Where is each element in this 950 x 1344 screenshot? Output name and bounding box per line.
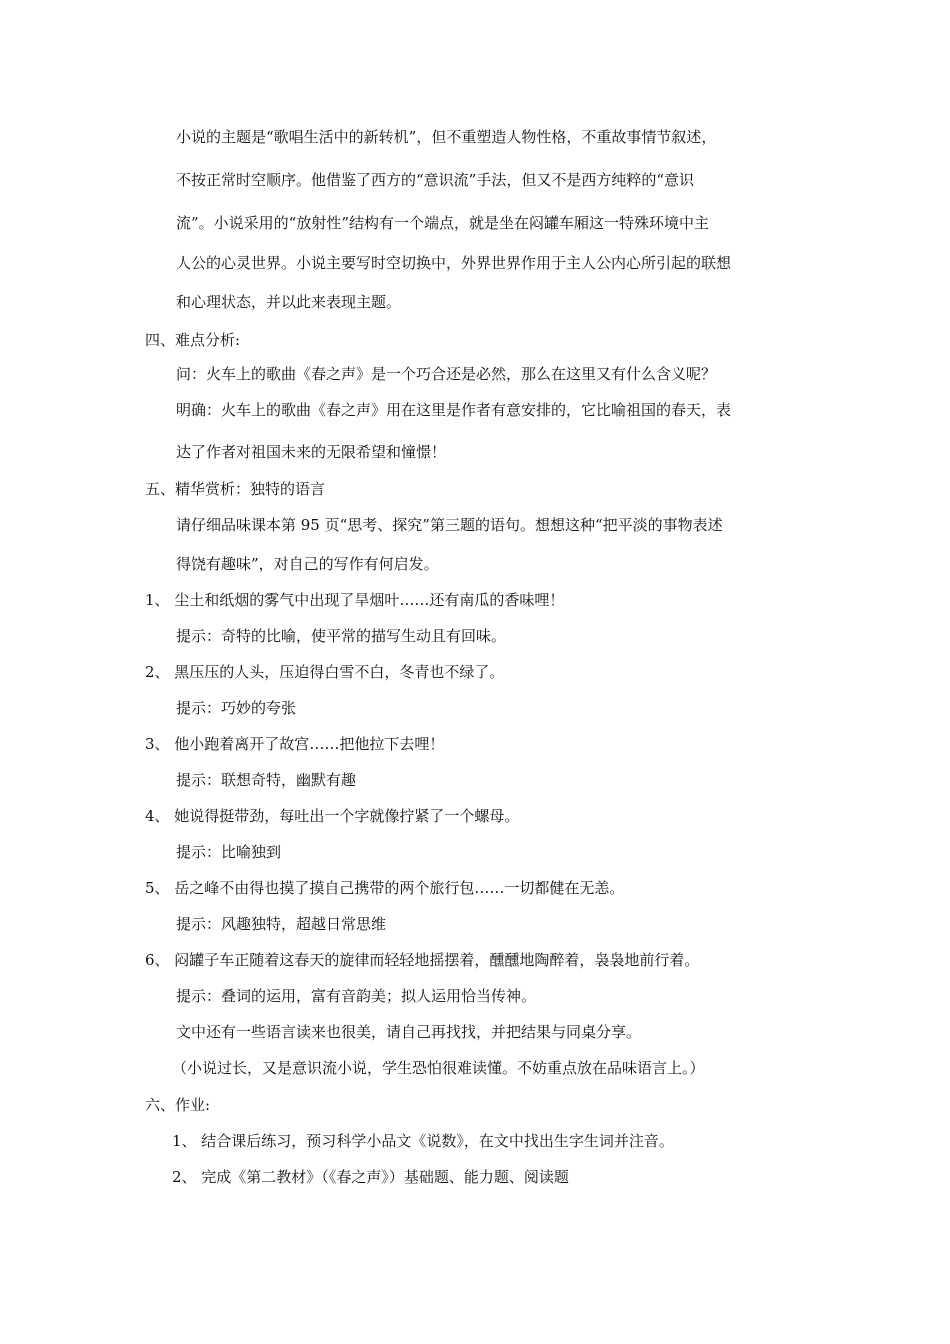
- example-sentence-2: 2、 黑压压的人头，压迫得白雪不白，冬青也不绿了。: [145, 663, 505, 681]
- example-sentence-6: 6、 闷罐子车正随着这春天的旋律而轻轻地摇摆着，醺醺地陶醉着，袅袅地前行着。: [145, 951, 700, 969]
- section-5-note: （小说过长，又是意识流小说，学生恐怕很难读懂。不妨重点放在品味语言上。）: [172, 1059, 705, 1077]
- homework-task-1: 1、 结合课后练习，预习科学小品文《说数》，在文中找出生字生词并注音。: [172, 1132, 674, 1150]
- section-5-extra: 文中还有一些语言读来也很美，请自己再找找，并把结果与同桌分享。: [176, 1023, 642, 1041]
- theme-line-3: 流”。小说采用的“放射性”结构有一个端点，就是坐在闷罐车厢这一特殊环境中主: [176, 214, 710, 232]
- example-hint-1: 提示：奇特的比喻，使平常的描写生动且有回味。: [176, 627, 507, 645]
- section-5-intro-line-2: 得饶有趣味”，对自己的写作有何启发。: [176, 555, 439, 573]
- example-hint-2: 提示：巧妙的夸张: [176, 699, 297, 717]
- example-sentence-4: 4、 她说得挺带劲，每吐出一个字就像拧紧了一个螺母。: [145, 807, 520, 825]
- theme-line-2: 不按正常时空顺序。他借鉴了西方的“意识流”手法，但又不是西方纯粹的“意识: [176, 171, 695, 189]
- theme-line-4: 人公的心灵世界。小说主要写时空切换中，外界世界作用于主人公内心所引起的联想: [176, 254, 732, 272]
- section-4-answer-line-1: 明确：火车上的歌曲《春之声》用在这里是作者有意安排的，它比喻祖国的春天，表: [176, 401, 732, 419]
- example-hint-3: 提示：联想奇特，幽默有趣: [176, 771, 357, 789]
- section-4-answer-line-2: 达了作者对祖国未来的无限希望和憧憬！: [176, 443, 447, 461]
- section-5-heading: 五、精华赏析：独特的语言: [145, 480, 326, 498]
- example-hint-4: 提示：比喻独到: [176, 843, 282, 861]
- section-4-question: 问：火车上的歌曲《春之声》是一个巧合还是必然，那么在这里又有什么含义呢？: [176, 365, 717, 383]
- section-5-intro-line-1: 请仔细品味课本第 95 页“思考、探究”第三题的语句。想想这种“把平淡的事物表述: [176, 516, 723, 534]
- theme-line-5: 和心理状态，并以此来表现主题。: [176, 293, 402, 311]
- homework-task-2: 2、 完成《第二教材》（《春之声》）基础题、能力题、阅读题: [172, 1168, 569, 1186]
- theme-line-1: 小说的主题是“歌唱生活中的新转机”，但不重塑造人物性格，不重故事情节叙述，: [176, 128, 717, 146]
- section-4-heading: 四、难点分析:: [145, 331, 241, 349]
- example-sentence-5: 5、 岳之峰不由得也摸了摸自己携带的两个旅行包……一切都健在无恙。: [145, 879, 625, 897]
- example-hint-5: 提示：风趣独特，超越日常思维: [176, 915, 387, 933]
- example-sentence-3: 3、 他小跑着离开了故宫……把他拉下去哩！: [145, 735, 445, 753]
- example-hint-6: 提示：叠词的运用，富有音韵美；拟人运用恰当传神。: [176, 987, 537, 1005]
- example-sentence-1: 1、 尘土和纸烟的雾气中出现了旱烟叶……还有南瓜的香味哩！: [145, 591, 565, 609]
- section-6-heading: 六、作业:: [145, 1096, 211, 1114]
